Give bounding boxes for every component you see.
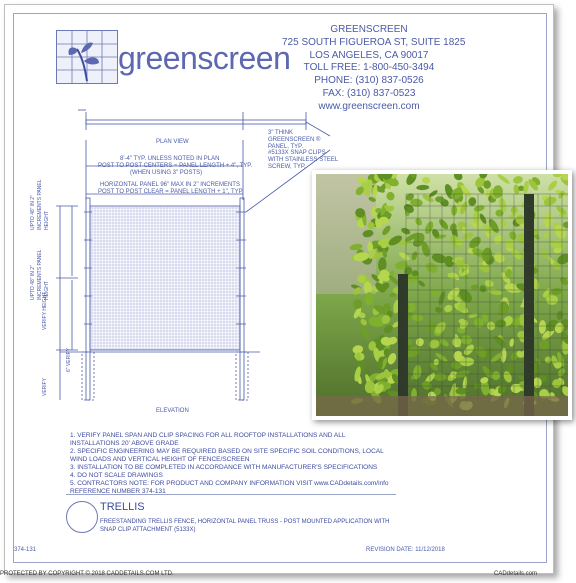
cad-details-site: CADdetails.com (494, 571, 538, 577)
callout-snap-clips: #5133X SNAP CLIPS WITH STAINLESS STEEL SCREW, TYP. (268, 150, 339, 170)
note-line: INSTALLATIONS 20' ABOVE GRADE (70, 440, 179, 447)
vertical-dim-embed: VERIFY (42, 377, 48, 396)
dimension-post-centers: POST TO POST CENTERS = PANEL LENGTH + 4", TYP. (98, 163, 253, 169)
note-line: REFERENCE NUMBER 374-131 (70, 488, 166, 495)
note-line: 5. CONTRACTORS NOTE: FOR PRODUCT AND COMPANY INFORMATION VISIT www.CADdetails.com/info (70, 480, 389, 487)
note-line: WIND LOADS AND VERTICAL HEIGHT OF FENCE/SCREEN (70, 456, 250, 463)
drawing-number: 374-131 (14, 547, 37, 553)
elevation-label: ELEVATION (156, 408, 189, 414)
company-phone: PHONE: (310) 837-0526 (314, 75, 424, 87)
note-line: 4. DO NOT SCALE DRAWINGS (70, 472, 163, 479)
note-line: 3. INSTALLATION TO BE COMPLETED IN ACCORDANCE WITH MANUFACTURER'S SPECIFICATIONS (70, 464, 378, 471)
vertical-dim-gap: 6" VERIFY (66, 347, 72, 372)
company-website: www.greenscreen.com (318, 100, 420, 112)
dimension-typical: 8'-4" TYP. UNLESS NOTED IN PLAN (120, 156, 220, 162)
title-block-title: TRELLIS (100, 501, 145, 513)
callout-panel: 3" THINK GREENSCREEN ® PANEL, TYP. (268, 130, 321, 150)
company-address-line2: LOS ANGELES, CA 90017 (309, 49, 429, 61)
general-notes (70, 432, 450, 496)
dimension-horizontal-panel: HORIZONTAL PANEL 96" MAX IN 2" INCREMENTS (100, 182, 240, 188)
revision-date: REVISION DATE: 11/12/2018 (366, 547, 445, 553)
vertical-dim-panel-bottom: UPTO 48" IN 2" INCREMENTS PANEL HEIGHT (30, 249, 50, 300)
company-name: GREENSCREEN (330, 24, 408, 35)
dimension-post-clear: POST TO POST CLEAR = PANEL LENGTH + 1", TYP. (98, 189, 244, 195)
dimension-note-posts: (WHEN USING 3" POSTS) (130, 170, 203, 176)
brand-wordmark: greenscreen (118, 40, 291, 76)
company-address-line1: 725 SOUTH FIGUEROA ST, SUITE 1825 (282, 36, 466, 48)
title-block-description: FREESTANDING TRELLIS FENCE, HORIZONTAL PANEL TRUSS - POST MOUNTED APPLICATION WITH SNAP CLIP ATTACHMENT (5133X) (100, 519, 390, 533)
copyright-notice: PROTECTED BY COPYRIGHT © 2018 CADDETAILS.COM LTD. (0, 571, 174, 577)
plan-view-label: PLAN VIEW (156, 139, 189, 145)
vertical-dim-total: VERIFY HEIGHT (42, 291, 48, 330)
note-line: 2. SPECIFIC ENGINEERING MAY BE REQUIRED BASED ON SITE SPECIFIC SOIL CONDITIONS, LOCAL (70, 448, 384, 455)
company-fax: FAX: (310) 837-0523 (322, 87, 416, 99)
title-block-circle (66, 501, 98, 533)
installed-trellis-photo (312, 170, 572, 420)
company-tollfree: TOLL FREE: 1-800-450-3494 (303, 62, 435, 74)
title-block (66, 494, 396, 545)
vertical-dim-panel-top: UPTO 48" IN 2" INCREMENTS PANEL HEIGHT (30, 179, 50, 230)
note-line: 1. VERIFY PANEL SPAN AND CLIP SPACING FOR ALL ROOFTOP INSTALLATIONS AND ALL (70, 432, 346, 439)
